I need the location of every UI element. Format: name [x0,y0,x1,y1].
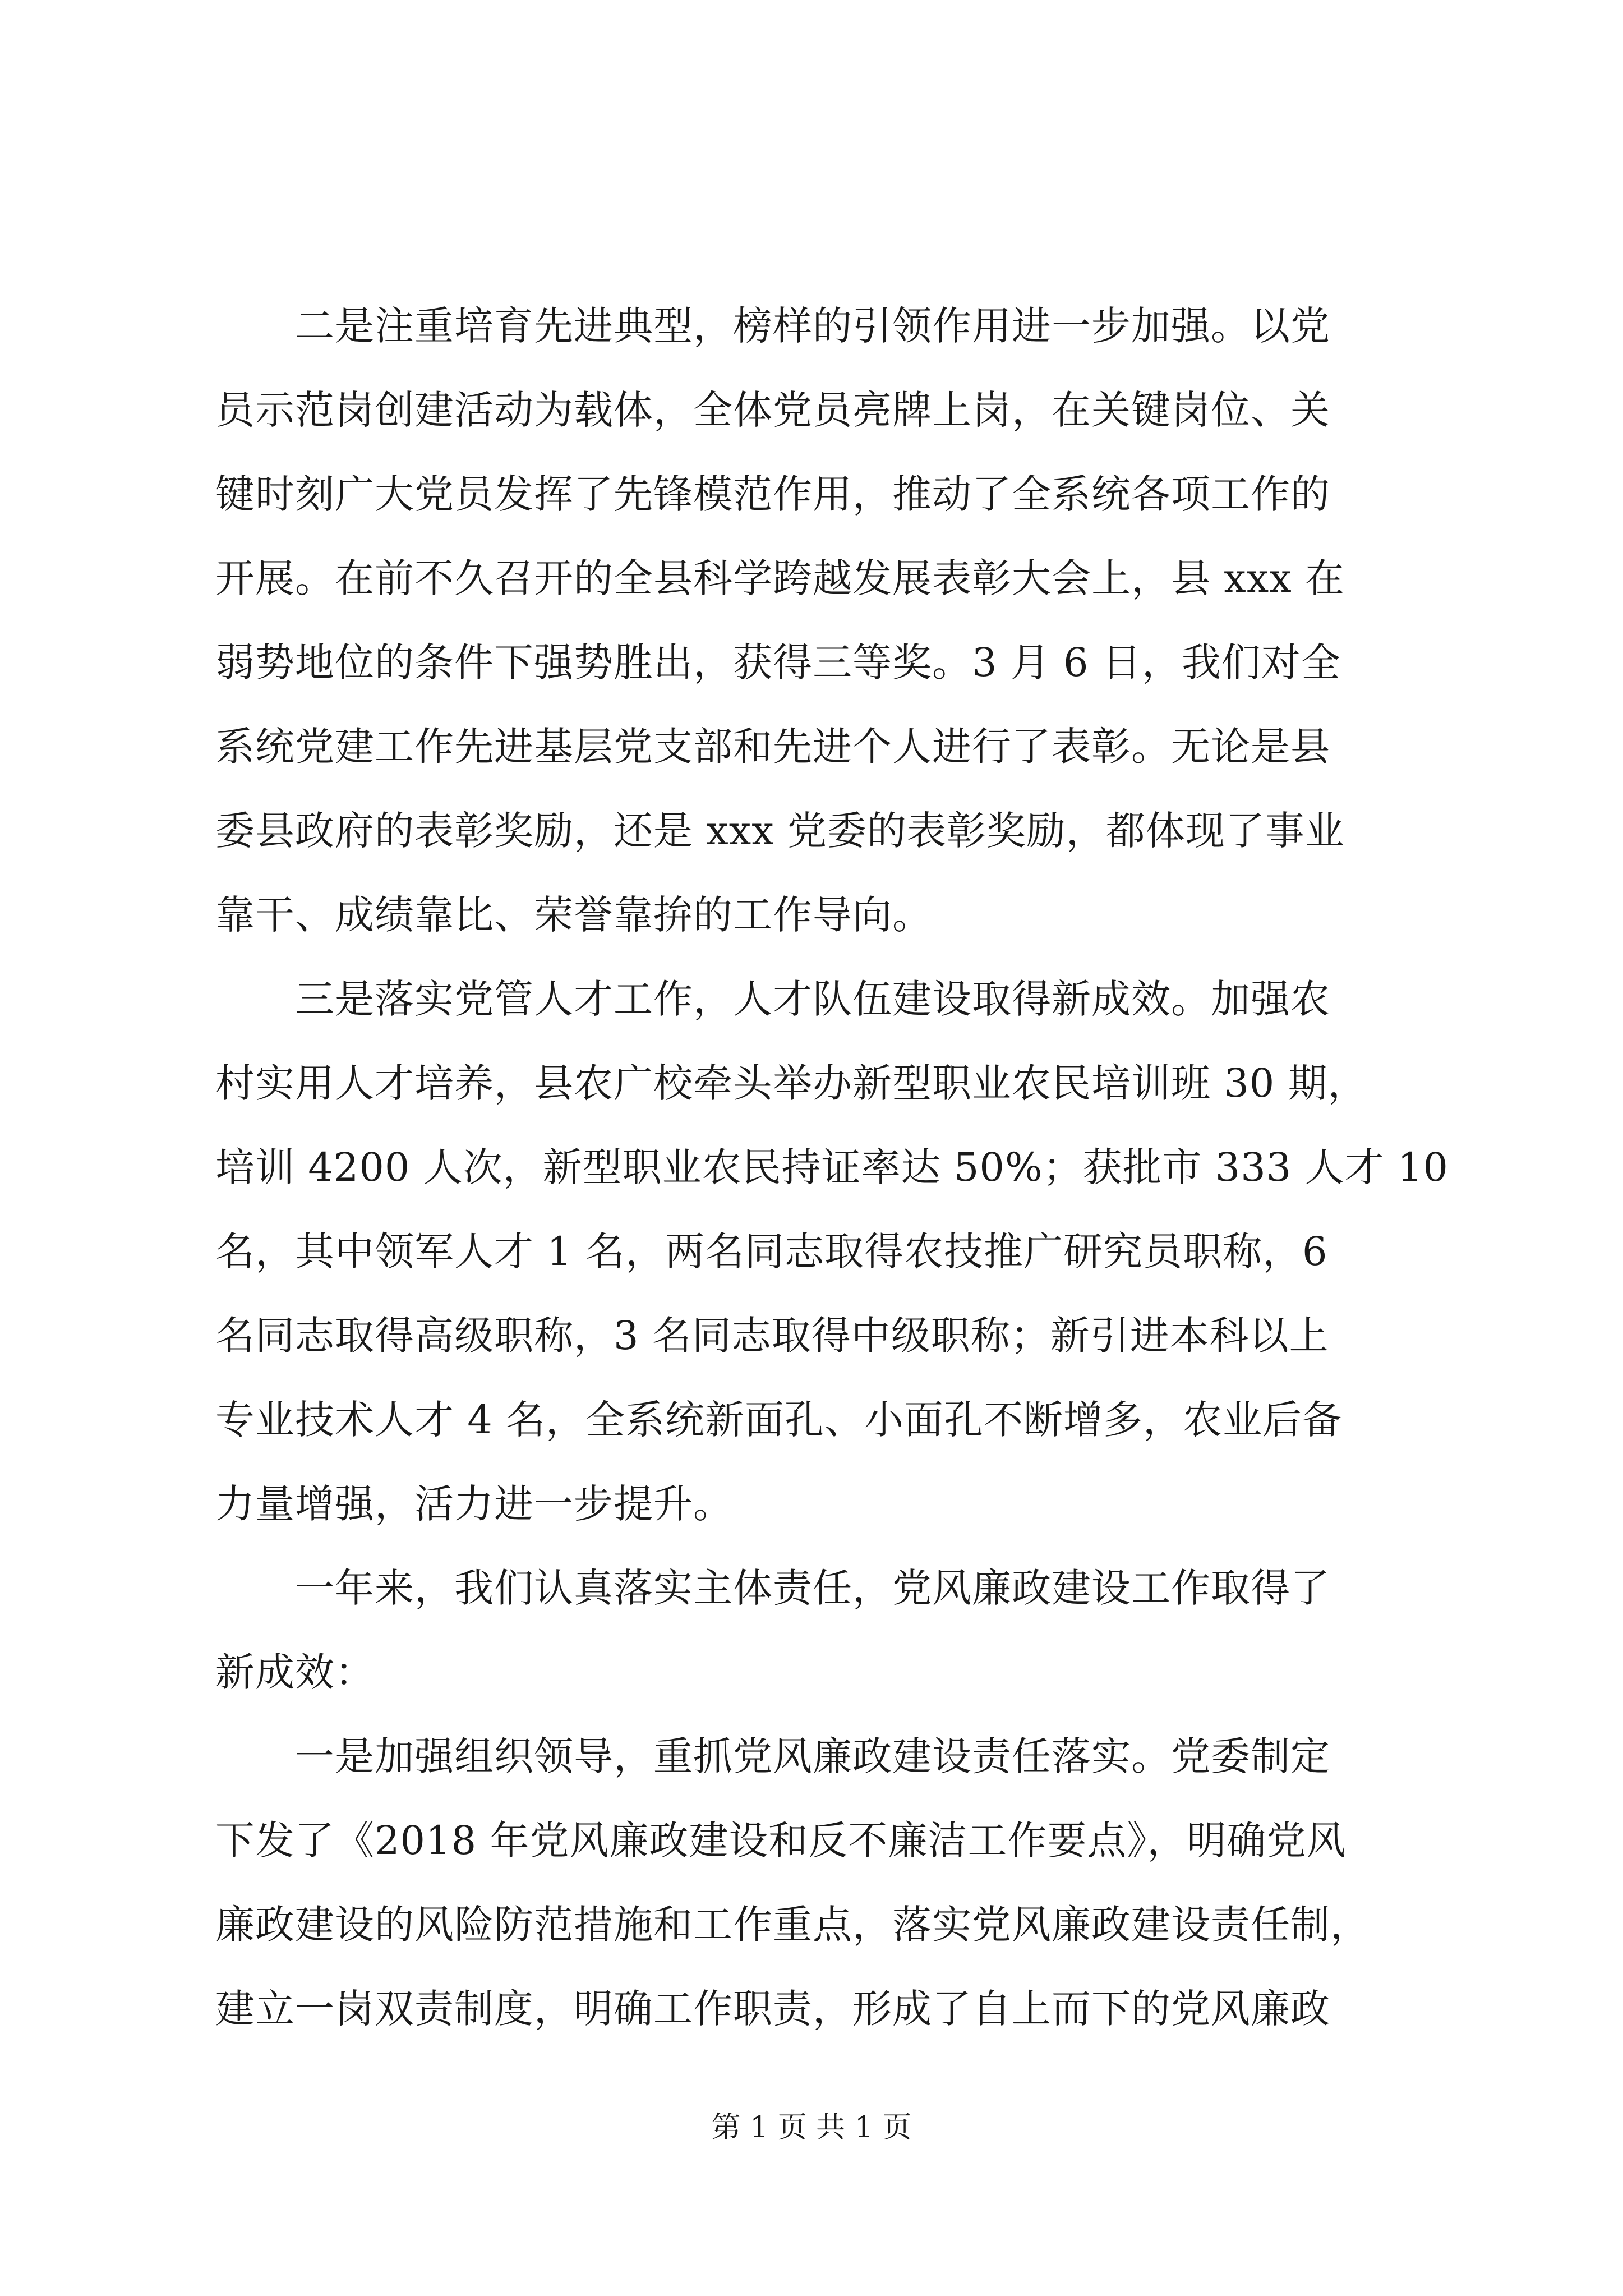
text-line: 弱势地位的条件下强势胜出，获得三等奖。3 月 6 日，我们对全 [215,639,1341,685]
text-line: 员示范岗创建活动为载体，全体党员亮牌上岗，在关键岗位、关 [215,387,1330,433]
text-line: 靠干、成绩靠比、荣誉靠拚的工作导向。 [215,892,932,938]
text-line: 建立一岗双责制度，明确工作职责，形成了自上而下的党风廉政 [215,1986,1330,2032]
text-line: 廉政建设的风险防范措施和工作重点，落实党风廉政建设责任制， [215,1902,1370,1948]
text-line: 一年来，我们认真落实主体责任，党风廉政建设工作取得了 [215,1565,1330,1611]
text-line: 一是加强组织领导，重抓党风廉政建设责任落实。党委制定 [215,1733,1330,1779]
text-line: 力量增强，活力进一步提升。 [215,1481,733,1527]
text-line: 委县政府的表彰奖励，还是 xxx 党委的表彰奖励，都体现了事业 [215,808,1345,854]
text-line: 专业技术人才 4 名，全系统新面孔、小面孔不断增多，农业后备 [215,1397,1343,1443]
text-line: 下发了《2018 年党风廉政建设和反不廉洁工作要点》，明确党风 [215,1818,1347,1864]
text-line: 开展。在前不久召开的全县科学跨越发展表彰大会上，县 xxx 在 [215,555,1345,601]
text-line: 名，其中领军人才 1 名，两名同志取得农技推广研究员职称，6 [215,1228,1328,1274]
text-line: 二是注重培育先进典型，榜样的引领作用进一步加强。以党 [215,303,1330,349]
text-line: 系统党建工作先进基层党支部和先进个人进行了表彰。无论是县 [215,724,1330,770]
text-line: 名同志取得高级职称，3 名同志取得中级职称；新引进本科以上 [215,1313,1329,1359]
text-line: 新成效： [215,1649,375,1695]
text-line: 村实用人才培养，县农广校牵头举办新型职业农民培训班 30 期， [215,1060,1368,1106]
text-line: 三是落实党管人才工作，人才队伍建设取得新成效。加强农 [215,976,1330,1022]
text-line: 培训 4200 人次，新型职业农民持证率达 50%；获批市 333 人才 10 [215,1144,1449,1190]
text-line: 键时刻广大党员发挥了先锋模范作用，推动了全系统各项工作的 [215,471,1330,517]
page-footer: 第 1 页 共 1 页 [711,2111,912,2145]
